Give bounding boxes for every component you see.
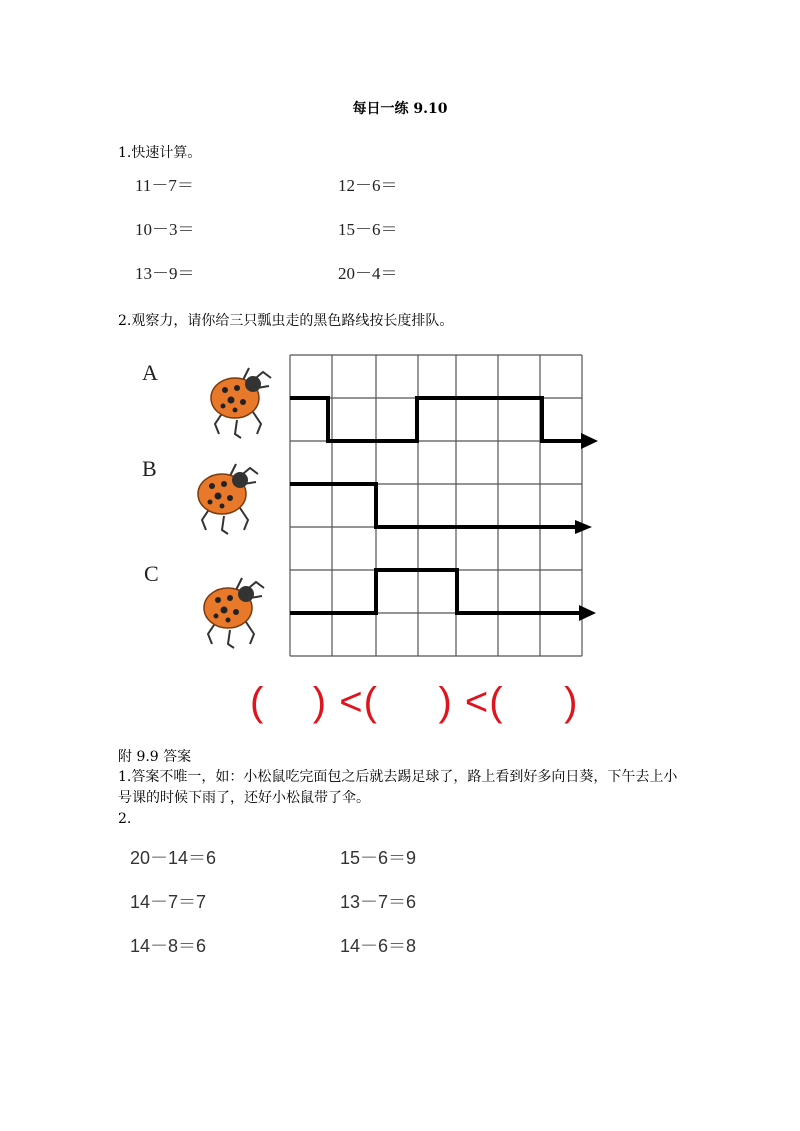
route-a-arrowhead [581,433,598,449]
equation: 10－3＝ [135,220,195,239]
answer-equation: 15－6＝9 [340,848,417,868]
page-title: 每日一练 9.10 [352,101,448,117]
route-grid [285,350,605,660]
route-label-c: C [144,561,159,586]
route-c-arrowhead [579,605,596,621]
route-label-b: B [142,456,157,481]
answer-equation: 14－6＝8 [340,936,417,956]
answer-equation: 20－14＝6 [130,848,217,868]
route-a-path [290,398,585,441]
answer-equation: 14－7＝7 [130,892,207,912]
route-b-arrowhead [575,520,592,534]
equation: 11－7＝ [135,176,194,195]
ladybug-icon [192,458,262,536]
ordering-answer-blanks: ( ) <( ) <( ) [250,680,579,724]
question-1-heading: 1.快速计算。 [118,145,202,161]
answer-1-text: 1.答案不唯一，如：小松鼠吃完面包之后就去踢足球了，路上看到好多向日葵，下午去上小号课的时候下雨了，还好小松鼠带了伞。 [118,769,678,806]
route-label-a: A [142,360,158,385]
answers-heading: 附 9.9 答案 [118,749,192,765]
answer-equation: 13－7＝6 [340,892,417,912]
ladybug-icon [198,572,268,650]
route-c-path [290,570,583,613]
equation: 15－6＝ [338,220,398,239]
route-b-path [290,484,579,527]
answer-equation: 14－8＝6 [130,936,207,956]
equation: 13－9＝ [135,264,195,283]
answer-2-label: 2. [118,811,132,827]
equation: 12－6＝ [338,176,398,195]
question-2-heading: 2.观察力，请你给三只瓢虫走的黑色路线按长度排队。 [118,313,454,329]
ladybug-icon [205,362,275,440]
equation: 20－4＝ [338,264,398,283]
